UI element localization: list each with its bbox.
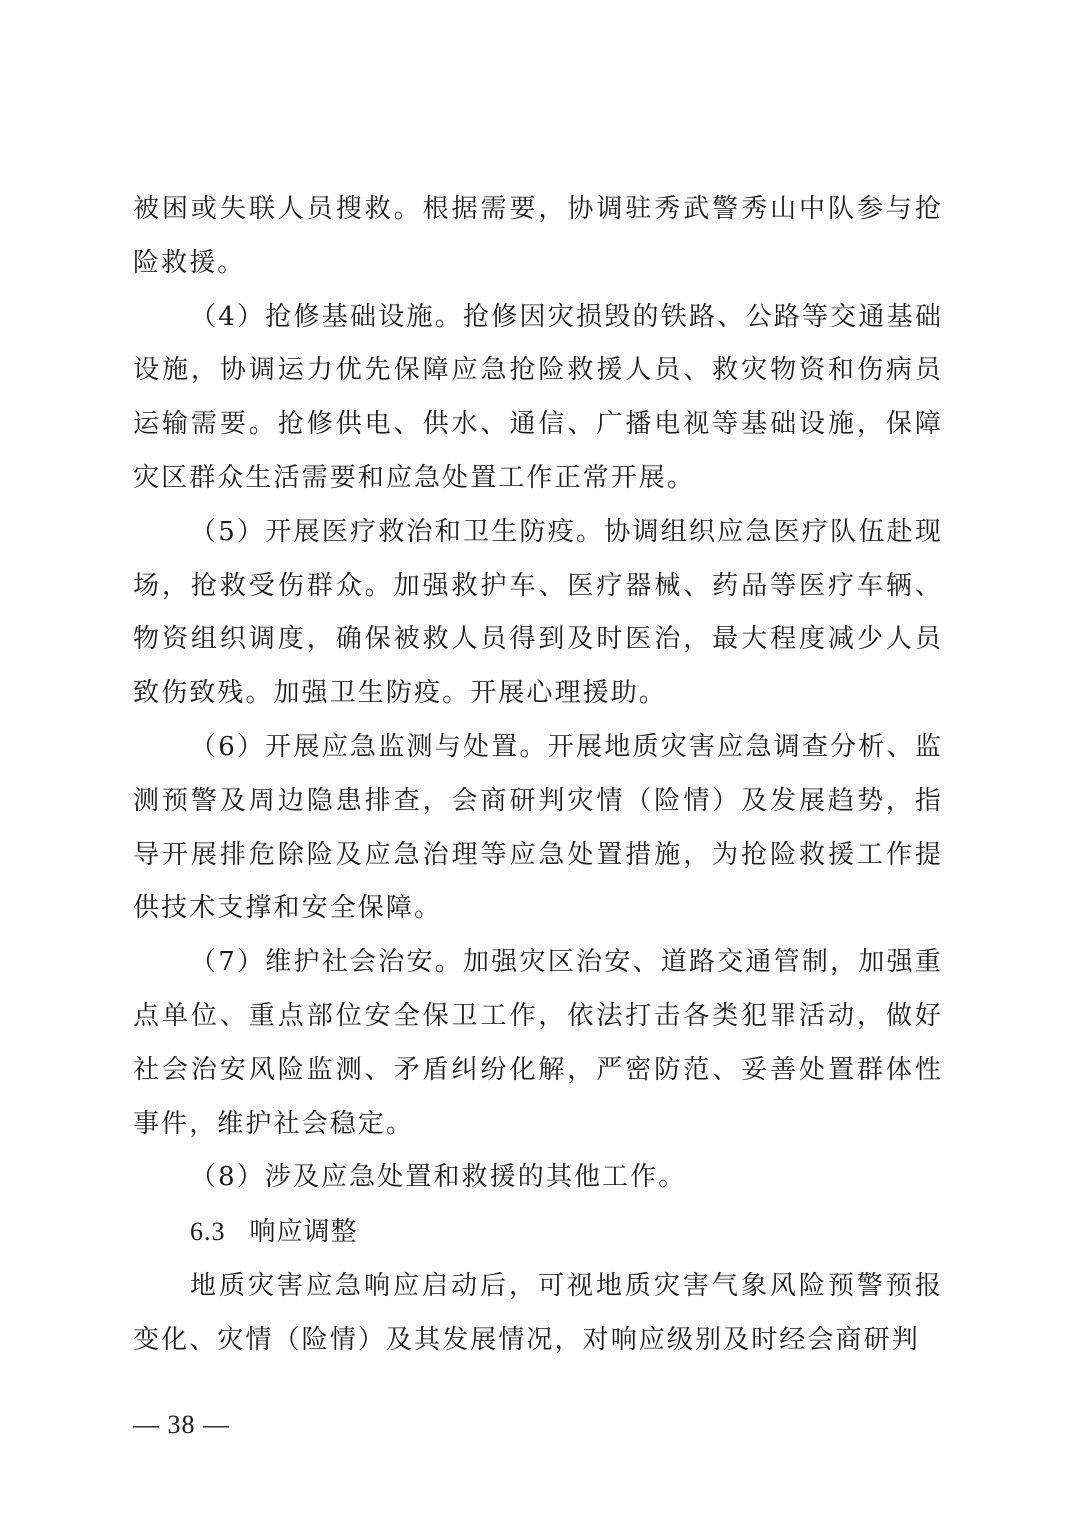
body-text [133, 183, 943, 1368]
paragraph-emergency-monitoring: （6）开展应急监测与处置。开展地质灾害应急调查分析、监测预警及周边隐患排查，会商研判灾情（险情）及发展趋势，指导开展排危除险及应急治理等应急处置措施，为抢险救援工作提供技术支撑和安全保障。 [133, 731, 943, 924]
page-number: — 38 — [133, 1410, 230, 1439]
paragraph-repair-infrastructure: （4）抢修基础设施。抢修因灾损毁的铁路、公路等交通基础设施，协调运力优先保障应急抢险救援人员、救灾物资和伤病员运输需要。抢修供电、供水、通信、广播电视等基础设施，保障灾区群众生活需要和应急处置工作正常开展。 [133, 301, 943, 493]
paragraph-medical-treatment: （5）开展医疗救治和卫生防疫。协调组织应急医疗队伍赴现场，抢救受伤群众。加强救护车、医疗器械、药品等医疗车辆、物资组织调度，确保被救人员得到及时医治，最大程度减少人员致伤致残。加强卫生防疫。开展心理援助。 [133, 516, 943, 709]
section-number: 6.3 [190, 1217, 226, 1247]
paragraph-rescue-continued: 被困或失联人员搜救。根据需要，协调驻秀武警秀山中队参与抢险救援。 [133, 194, 943, 278]
section-heading [133, 1205, 943, 1260]
section-title: 响应调整 [249, 1217, 358, 1248]
paragraph-other-work: （8）涉及应急处置和救援的其他工作。 [190, 1162, 687, 1193]
paragraph-public-security: （7）维护社会治安。加强灾区治安、道路交通管制，加强重点单位、重点部位安全保卫工作，依法打击各类犯罪活动，做好社会治安风险监测、矛盾纠纷化解，严密防范、妥善处置群体性事件，维护社会稳定。 [133, 947, 943, 1139]
paragraph-response-adjustment: 地质灾害应急响应启动后，可视地质灾害气象风险预警预报变化、灾情（险情）及其发展情况，对响应级别及时经会商研判 [133, 1270, 943, 1355]
